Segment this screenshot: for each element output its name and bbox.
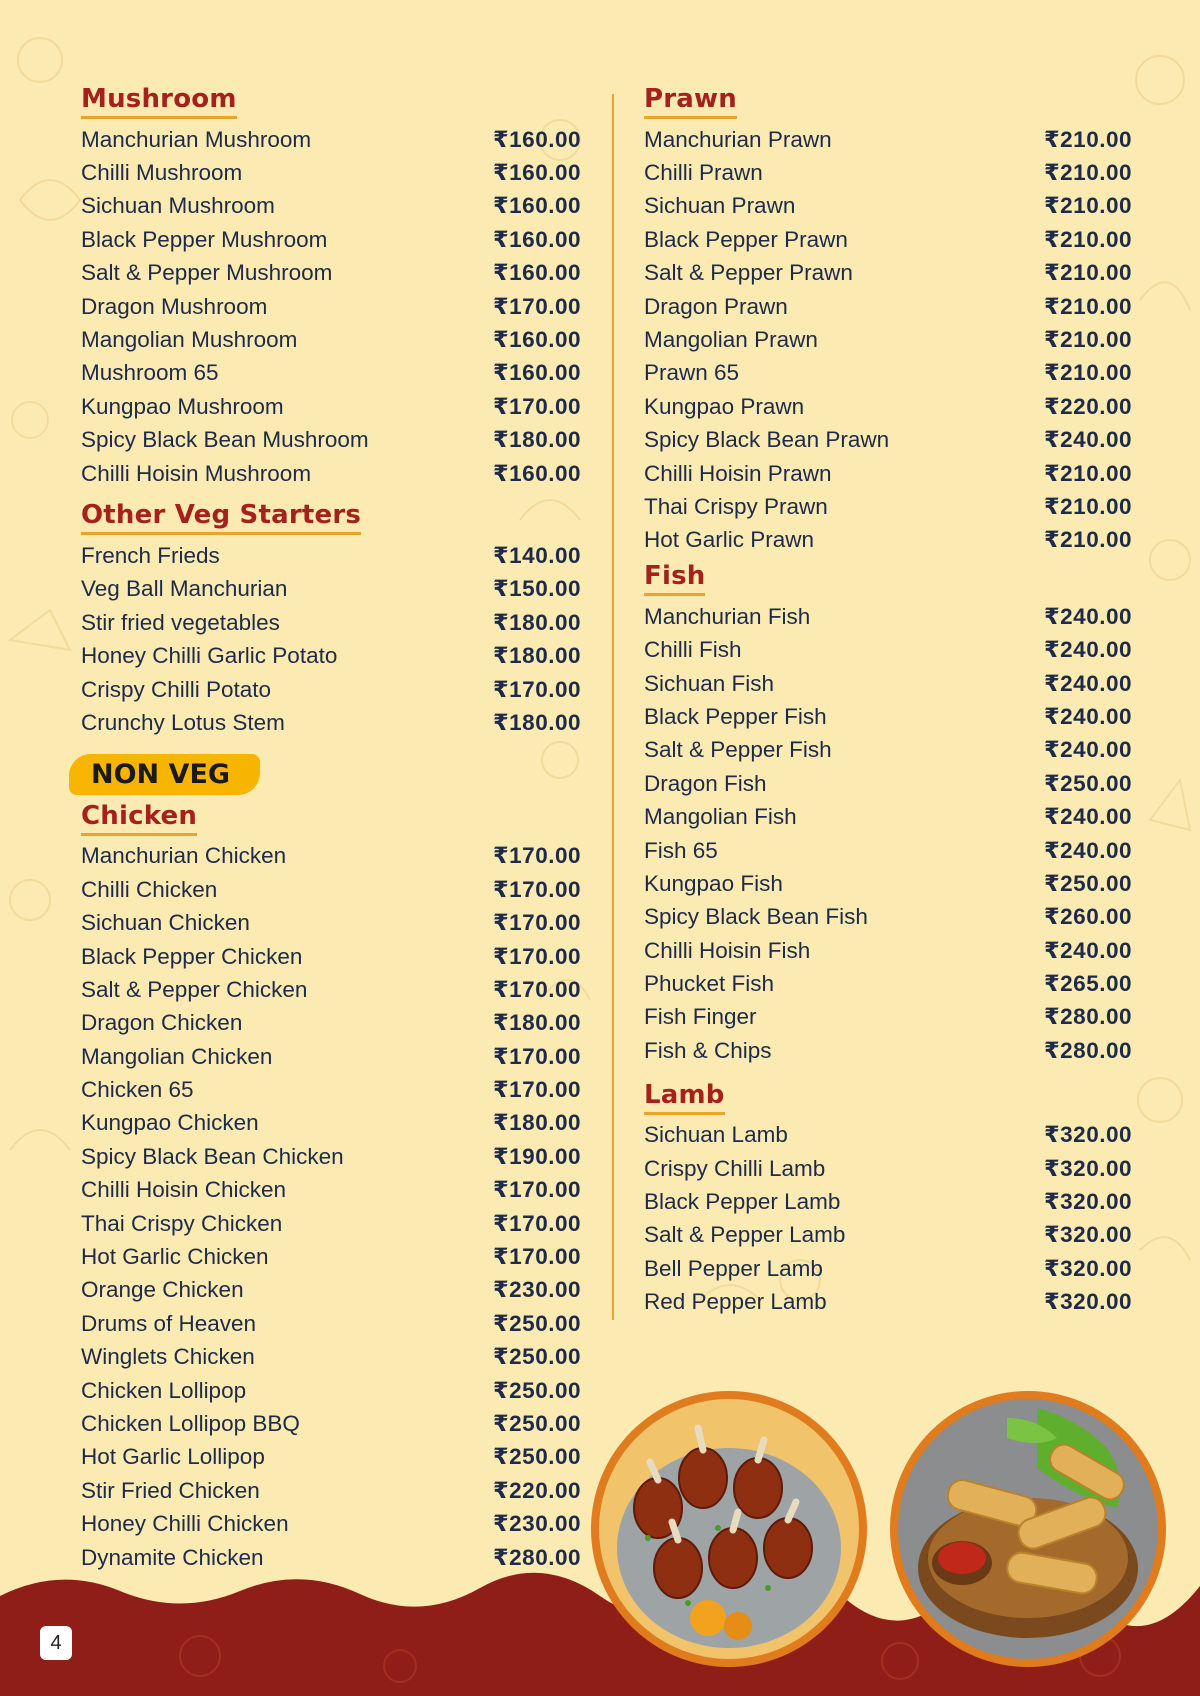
menu-item-price: ₹160.00 (493, 226, 581, 252)
menu-item-row (81, 1007, 581, 1040)
menu-item-name: Spicy Black Bean Chicken (81, 1143, 344, 1169)
prawn-list (644, 123, 1132, 557)
spring-rolls-photo (887, 1388, 1169, 1670)
menu-item-price: ₹210.00 (1044, 460, 1132, 486)
menu-item-name: Dragon Mushroom (81, 293, 268, 319)
menu-item-name: Chicken 65 (81, 1077, 194, 1103)
menu-item-price: ₹160.00 (493, 360, 581, 386)
menu-item-row (81, 639, 581, 672)
menu-item-name: Mushroom 65 (81, 360, 219, 386)
menu-item-price: ₹140.00 (493, 542, 581, 568)
left-column (81, 84, 581, 1574)
menu-item-row (81, 973, 581, 1006)
menu-item-name: Stir Fried Chicken (81, 1477, 260, 1503)
menu-item-row (81, 1207, 581, 1240)
menu-item-row (644, 424, 1132, 457)
menu-item-name: Chilli Hoisin Chicken (81, 1177, 287, 1203)
menu-item-row (81, 606, 581, 639)
menu-item-row (81, 156, 581, 189)
menu-item-row (644, 1252, 1132, 1285)
menu-item-row (81, 190, 581, 223)
menu-item-price: ₹170.00 (493, 293, 581, 319)
lamb-list (644, 1119, 1132, 1319)
menu-item-price: ₹250.00 (493, 1310, 581, 1336)
menu-item-price: ₹210.00 (1044, 226, 1132, 252)
mushroom-list (81, 123, 581, 490)
menu-item-price: ₹210.00 (1044, 160, 1132, 186)
menu-item-price: ₹170.00 (493, 910, 581, 936)
menu-item-row (644, 1001, 1132, 1034)
menu-item-name: Dragon Chicken (81, 1010, 243, 1036)
menu-item-name: Chicken Lollipop (81, 1377, 247, 1403)
menu-item-name: Mangolian Fish (644, 804, 797, 830)
right-column (644, 84, 1132, 1319)
menu-item-row (644, 767, 1132, 800)
menu-item-row (81, 539, 581, 572)
menu-item-row (644, 323, 1132, 356)
menu-item-price: ₹180.00 (493, 427, 581, 453)
section-title-fish: Fish (644, 561, 705, 596)
menu-item-price: ₹230.00 (493, 1277, 581, 1303)
menu-item-name: Prawn 65 (644, 360, 740, 386)
section-title-chicken: Chicken (81, 801, 197, 836)
menu-item-price: ₹160.00 (493, 327, 581, 353)
menu-item-name: Veg Ball Manchurian (81, 576, 288, 602)
menu-item-name: Phucket Fish (644, 971, 775, 997)
menu-item-row (81, 123, 581, 156)
menu-item-row (81, 223, 581, 256)
menu-item-row (81, 1240, 581, 1273)
menu-item-price: ₹250.00 (493, 1377, 581, 1403)
menu-item-name: Black Pepper Mushroom (81, 226, 328, 252)
menu-item-row (644, 734, 1132, 767)
menu-item-price: ₹170.00 (493, 1177, 581, 1203)
menu-item-price: ₹260.00 (1044, 904, 1132, 930)
chicken-lollipop-photo (588, 1388, 870, 1670)
menu-item-name: Salt & Pepper Mushroom (81, 260, 333, 286)
menu-item-row (644, 600, 1132, 633)
menu-item-name: Fish & Chips (644, 1037, 772, 1063)
menu-item-row (81, 1073, 581, 1106)
menu-item-row (81, 257, 581, 290)
menu-item-price: ₹240.00 (1044, 837, 1132, 863)
menu-item-row (81, 906, 581, 939)
menu-item-row (644, 1185, 1132, 1218)
fish-list (644, 600, 1132, 1067)
menu-item-row (81, 1407, 581, 1440)
menu-item-row (644, 1119, 1132, 1152)
menu-item-price: ₹210.00 (1044, 293, 1132, 319)
menu-item-price: ₹320.00 (1044, 1255, 1132, 1281)
menu-item-row (81, 1441, 581, 1474)
menu-item-row (644, 290, 1132, 323)
column-divider (612, 94, 614, 1320)
menu-item-price: ₹240.00 (1044, 737, 1132, 763)
menu-item-name: Honey Chilli Chicken (81, 1511, 289, 1537)
menu-item-name: Mangolian Prawn (644, 327, 818, 353)
menu-item-price: ₹170.00 (493, 943, 581, 969)
menu-item-price: ₹210.00 (1044, 327, 1132, 353)
menu-item-name: Red Pepper Lamb (644, 1289, 827, 1315)
menu-item-name: Sichuan Chicken (81, 910, 250, 936)
menu-item-price: ₹160.00 (493, 260, 581, 286)
menu-item-row (644, 1286, 1132, 1319)
menu-item-name: Hot Garlic Chicken (81, 1244, 269, 1270)
menu-item-price: ₹170.00 (493, 876, 581, 902)
menu-item-price: ₹220.00 (1044, 393, 1132, 419)
menu-item-row (644, 633, 1132, 666)
menu-item-price: ₹180.00 (493, 709, 581, 735)
menu-item-name: Fish 65 (644, 837, 718, 863)
menu-item-price: ₹265.00 (1044, 971, 1132, 997)
menu-item-row (644, 190, 1132, 223)
menu-item-name: Kungpao Mushroom (81, 393, 284, 419)
menu-item-row (81, 706, 581, 739)
menu-item-price: ₹180.00 (493, 1010, 581, 1036)
menu-item-name: Kungpao Prawn (644, 393, 805, 419)
menu-item-row (81, 1174, 581, 1207)
menu-item-price: ₹240.00 (1044, 804, 1132, 830)
menu-item-name: Spicy Black Bean Mushroom (81, 427, 369, 453)
menu-item-name: Hot Garlic Prawn (644, 527, 815, 553)
menu-item-price: ₹170.00 (493, 1244, 581, 1270)
menu-item-row (81, 1474, 581, 1507)
chicken-list (81, 840, 581, 1575)
menu-item-row (81, 290, 581, 323)
menu-item-price: ₹170.00 (493, 393, 581, 419)
menu-item-price: ₹240.00 (1044, 427, 1132, 453)
menu-item-name: Chilli Hoisin Fish (644, 937, 811, 963)
menu-item-row (644, 123, 1132, 156)
menu-item-row (644, 390, 1132, 423)
menu-item-name: Sichuan Mushroom (81, 193, 275, 219)
menu-item-row (644, 223, 1132, 256)
menu-item-name: Bell Pepper Lamb (644, 1255, 823, 1281)
menu-item-row (81, 1374, 581, 1407)
menu-item-name: Dynamite Chicken (81, 1544, 264, 1570)
menu-item-price: ₹170.00 (493, 676, 581, 702)
menu-item-row (644, 490, 1132, 523)
menu-item-price: ₹180.00 (493, 609, 581, 635)
menu-item-price: ₹250.00 (1044, 870, 1132, 896)
menu-item-name: Chilli Chicken (81, 876, 218, 902)
menu-item-name: Salt & Pepper Prawn (644, 260, 853, 286)
menu-item-price: ₹220.00 (493, 1477, 581, 1503)
menu-item-price: ₹160.00 (493, 460, 581, 486)
section-title-mushroom: Mushroom (81, 84, 237, 119)
menu-item-name: Crispy Chilli Lamb (644, 1155, 826, 1181)
menu-item-name: Drums of Heaven (81, 1310, 257, 1336)
menu-item-name: Dragon Prawn (644, 293, 788, 319)
menu-item-name: Kungpao Fish (644, 870, 783, 896)
other-veg-list (81, 539, 581, 739)
menu-item-row (81, 673, 581, 706)
menu-item-name: Salt & Pepper Chicken (81, 976, 308, 1002)
menu-item-price: ₹320.00 (1044, 1289, 1132, 1315)
menu-item-price: ₹210.00 (1044, 126, 1132, 152)
menu-item-name: Orange Chicken (81, 1277, 244, 1303)
menu-item-price: ₹210.00 (1044, 527, 1132, 553)
menu-item-name: Black Pepper Chicken (81, 943, 303, 969)
menu-item-price: ₹170.00 (493, 1210, 581, 1236)
menu-item-row (81, 840, 581, 873)
menu-item-name: Manchurian Prawn (644, 126, 832, 152)
menu-item-price: ₹250.00 (493, 1444, 581, 1470)
menu-item-row (644, 834, 1132, 867)
menu-item-row (644, 967, 1132, 1000)
menu-item-name: Fish Finger (644, 1004, 757, 1030)
menu-item-name: Salt & Pepper Lamb (644, 1222, 846, 1248)
menu-item-name: Salt & Pepper Fish (644, 737, 832, 763)
menu-item-row (81, 1307, 581, 1340)
menu-item-name: Crispy Chilli Potato (81, 676, 272, 702)
menu-item-row (81, 873, 581, 906)
menu-item-price: ₹280.00 (1044, 1037, 1132, 1063)
menu-item-row (81, 1140, 581, 1173)
menu-item-name: Winglets Chicken (81, 1344, 255, 1370)
menu-item-price: ₹280.00 (1044, 1004, 1132, 1030)
menu-item-row (81, 940, 581, 973)
section-title-prawn: Prawn (644, 84, 737, 119)
menu-item-name: Thai Crispy Chicken (81, 1210, 283, 1236)
menu-item-price: ₹210.00 (1044, 360, 1132, 386)
menu-item-row (81, 1274, 581, 1307)
menu-item-name: Spicy Black Bean Fish (644, 904, 868, 930)
menu-item-name: French Frieds (81, 542, 220, 568)
menu-item-price: ₹320.00 (1044, 1222, 1132, 1248)
menu-item-row (81, 390, 581, 423)
non-veg-badge: NON VEG (69, 754, 260, 795)
menu-item-name: Sichuan Fish (644, 670, 775, 696)
menu-item-row (81, 1341, 581, 1374)
menu-item-row (644, 524, 1132, 557)
menu-item-name: Black Pepper Lamb (644, 1189, 841, 1215)
menu-item-row (644, 700, 1132, 733)
menu-item-row (644, 867, 1132, 900)
menu-item-price: ₹250.00 (493, 1410, 581, 1436)
menu-item-name: Stir fried vegetables (81, 609, 280, 635)
page-number: 4 (40, 1626, 72, 1660)
menu-item-row (644, 357, 1132, 390)
menu-item-name: Chilli Mushroom (81, 160, 243, 186)
menu-item-price: ₹240.00 (1044, 703, 1132, 729)
menu-item-price: ₹170.00 (493, 1043, 581, 1069)
menu-item-name: Spicy Black Bean Prawn (644, 427, 890, 453)
menu-item-price: ₹280.00 (493, 1544, 581, 1570)
menu-item-row (81, 323, 581, 356)
menu-item-name: Honey Chilli Garlic Potato (81, 643, 338, 669)
menu-item-name: Dragon Fish (644, 770, 767, 796)
menu-item-price: ₹190.00 (493, 1143, 581, 1169)
menu-item-price: ₹180.00 (493, 643, 581, 669)
menu-item-price: ₹230.00 (493, 1511, 581, 1537)
menu-item-price: ₹170.00 (493, 976, 581, 1002)
menu-item-row (644, 934, 1132, 967)
menu-item-price: ₹250.00 (493, 1344, 581, 1370)
menu-item-name: Mangolian Chicken (81, 1043, 273, 1069)
menu-item-row (644, 1219, 1132, 1252)
menu-item-row (644, 901, 1132, 934)
menu-item-price: ₹210.00 (1044, 493, 1132, 519)
menu-item-name: Manchurian Fish (644, 603, 811, 629)
menu-item-row (644, 257, 1132, 290)
menu-item-name: Chilli Hoisin Mushroom (81, 460, 312, 486)
menu-item-row (81, 424, 581, 457)
menu-item-price: ₹210.00 (1044, 260, 1132, 286)
menu-item-price: ₹320.00 (1044, 1122, 1132, 1148)
menu-item-name: Mangolian Mushroom (81, 327, 298, 353)
menu-item-price: ₹170.00 (493, 1077, 581, 1103)
section-title-other-veg-starters: Other Veg Starters (81, 500, 361, 535)
menu-item-row (644, 156, 1132, 189)
menu-item-row (81, 1040, 581, 1073)
menu-item-price: ₹160.00 (493, 193, 581, 219)
menu-item-name: Chilli Hoisin Prawn (644, 460, 832, 486)
menu-item-price: ₹210.00 (1044, 193, 1132, 219)
menu-item-row (644, 800, 1132, 833)
menu-item-row (81, 1107, 581, 1140)
menu-item-price: ₹170.00 (493, 843, 581, 869)
menu-item-price: ₹240.00 (1044, 937, 1132, 963)
menu-item-price: ₹240.00 (1044, 637, 1132, 663)
menu-item-row (81, 357, 581, 390)
menu-item-row (644, 1152, 1132, 1185)
menu-item-row (644, 667, 1132, 700)
menu-item-price: ₹160.00 (493, 126, 581, 152)
section-title-lamb: Lamb (644, 1080, 725, 1115)
menu-item-row (81, 457, 581, 490)
menu-item-name: Manchurian Chicken (81, 843, 287, 869)
menu-item-name: Kungpao Chicken (81, 1110, 259, 1136)
menu-item-name: Manchurian Mushroom (81, 126, 312, 152)
menu-item-name: Crunchy Lotus Stem (81, 709, 285, 735)
menu-item-name: Chilli Fish (644, 637, 742, 663)
menu-item-row (81, 1507, 581, 1540)
menu-item-price: ₹240.00 (1044, 670, 1132, 696)
menu-item-name: Chicken Lollipop BBQ (81, 1410, 300, 1436)
menu-item-price: ₹250.00 (1044, 770, 1132, 796)
menu-item-row (644, 457, 1132, 490)
menu-item-price: ₹240.00 (1044, 603, 1132, 629)
menu-item-price: ₹150.00 (493, 576, 581, 602)
menu-item-name: Sichuan Prawn (644, 193, 796, 219)
menu-item-price: ₹160.00 (493, 160, 581, 186)
menu-item-name: Hot Garlic Lollipop (81, 1444, 265, 1470)
menu-item-name: Sichuan Lamb (644, 1122, 788, 1148)
menu-item-price: ₹180.00 (493, 1110, 581, 1136)
menu-item-name: Chilli Prawn (644, 160, 763, 186)
menu-item-name: Black Pepper Prawn (644, 226, 848, 252)
menu-item-name: Thai Crispy Prawn (644, 493, 828, 519)
menu-item-name: Black Pepper Fish (644, 703, 827, 729)
menu-item-row (644, 1034, 1132, 1067)
menu-item-price: ₹320.00 (1044, 1155, 1132, 1181)
menu-item-price: ₹320.00 (1044, 1189, 1132, 1215)
menu-item-row (81, 573, 581, 606)
